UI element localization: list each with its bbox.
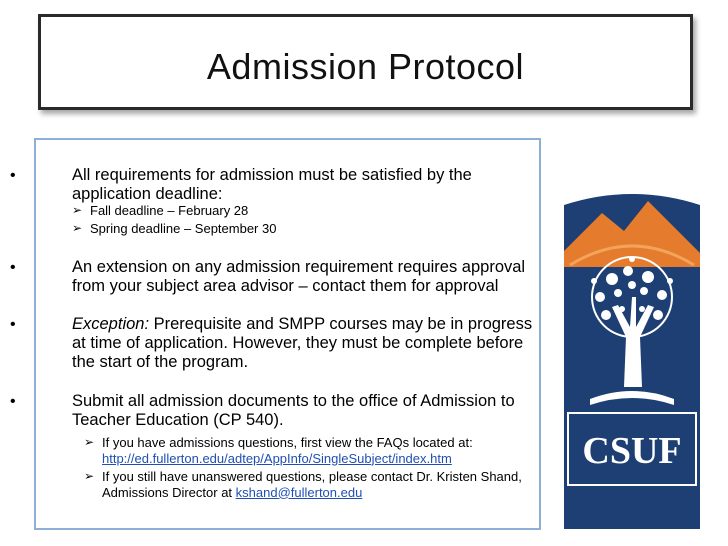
bullet-text [72, 315, 534, 372]
bullet-text: Submit all admission documents to the office of Admission to Teacher Education (CP 540). [72, 392, 515, 429]
exception-label: Exception: [72, 315, 150, 333]
bullet-dot: • [10, 316, 16, 333]
arrow-icon: ➢ [84, 435, 95, 449]
faq-link[interactable]: http://ed.fullerton.edu/adtep/AppInfo/SingleSubject/index.htm [102, 450, 452, 466]
slide-title: Admission Protocol [206, 46, 525, 87]
bullet-dot: • [10, 167, 16, 184]
logo-text: CSUF [582, 430, 682, 472]
bullet-text: An extension on any admission requirement requires approval from your subject area advisor – contact them for approval [72, 258, 526, 295]
sub-item-text [102, 435, 522, 466]
bullet-dot: • [10, 259, 16, 276]
email-link[interactable]: kshand@fullerton.edu [235, 484, 363, 500]
sub-item-text: Spring deadline – September 30 [90, 221, 277, 236]
arrow-icon: ➢ [72, 221, 83, 235]
arrow-icon: ➢ [72, 203, 83, 217]
contact-text: If you still have unanswered questions, please contact Dr. Kristen Shand, Admissions Director at [102, 469, 522, 500]
sub-item-text: Fall deadline – February 28 [90, 203, 249, 218]
sub-item-text [102, 469, 522, 500]
csuf-logo [560, 187, 704, 529]
arrow-icon: ➢ [84, 469, 95, 483]
bullet-text: All requirements for admission must be satisfied by the application deadline: [72, 166, 472, 203]
bullet-dot: • [10, 393, 16, 410]
title-box [38, 14, 693, 110]
exception-text: Prerequisite and SMPP courses may be in progress at time of application. However, they must be complete before the start of the program. [72, 315, 533, 371]
faq-text: If you have admissions questions, first view the FAQs located at: [102, 435, 473, 450]
